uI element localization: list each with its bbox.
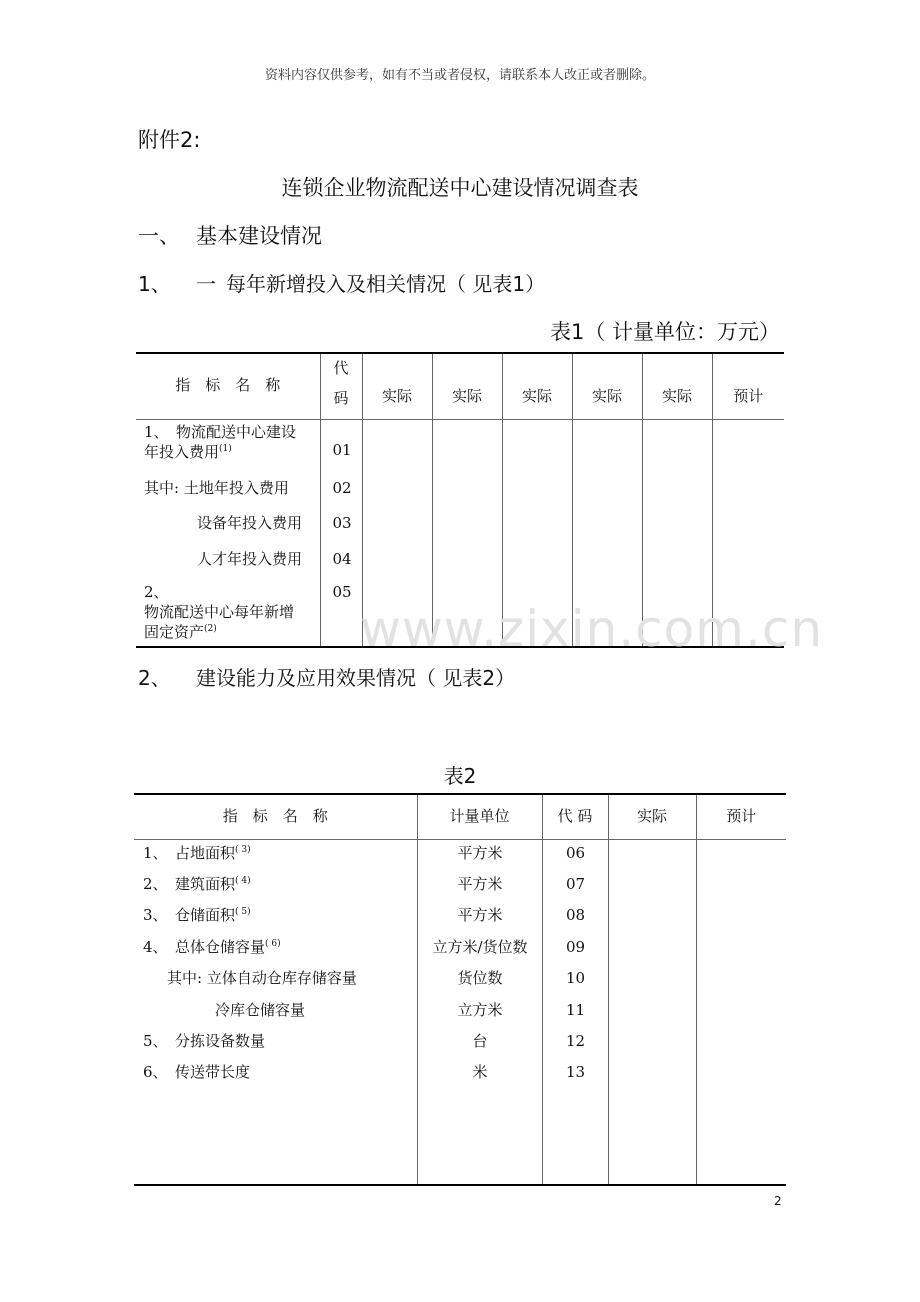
table2-row-name: 3、 仓储面积$^{( 5)}$ xyxy=(143,905,251,924)
table2-row-name: 5、 分拣设备数量 xyxy=(143,1031,266,1050)
table2-row-unit: 米 xyxy=(472,1062,488,1081)
table2-row-unit: 台 xyxy=(472,1031,488,1050)
table1-header-col: 预计 xyxy=(712,353,784,419)
item-number: 2、 xyxy=(138,666,171,690)
table2-row-unit: 立方米 xyxy=(457,1000,503,1019)
table2-row-name: 1、 占地面积$^{( 3)}$ xyxy=(143,843,251,862)
table2-row-name: 4、 总体仓储容量$^{( 6)}$ xyxy=(143,937,281,956)
table1-header-name: 指 标 名 称 xyxy=(136,353,320,419)
table1-row-name: 1、 物流配送中心建设 xyxy=(144,422,297,441)
item-heading-1 xyxy=(138,268,545,297)
table2-header-unit: 计量单位 xyxy=(417,794,542,839)
table1-header-col: 实际 xyxy=(642,353,712,419)
table1-caption: 表1（ 计量单位：万元） xyxy=(549,320,780,344)
table1-header-code xyxy=(320,353,362,419)
table1-header-col: 实际 xyxy=(362,353,432,419)
table1-row-code: 03 xyxy=(332,513,352,532)
table2-caption: 表2 xyxy=(443,764,477,788)
table1-row-code: 01 xyxy=(332,440,352,459)
table1-name-column xyxy=(136,419,320,647)
table2-row-code: 09 xyxy=(565,937,586,956)
item-label: 建设能力及应用效果情况（ 见表2） xyxy=(196,666,516,690)
table2-row-code: 07 xyxy=(565,874,586,893)
table1-row-code: 05 xyxy=(332,582,352,601)
table2-row-code: 08 xyxy=(565,905,586,924)
table2-row-code: 13 xyxy=(565,1062,586,1081)
section-number: 一、 xyxy=(138,224,180,248)
table1-row-name: 2、 xyxy=(144,582,169,601)
table2-header-code: 代 码 xyxy=(542,794,608,839)
table1-header-code-top: 代 xyxy=(333,359,349,377)
table1-row-name: 其中: 土地年投入费用 xyxy=(144,478,289,497)
table2-unit-column xyxy=(417,839,542,1185)
page-title: 连锁企业物流配送中心建设情况调查表 xyxy=(281,176,639,200)
table2-row-name: 冷库仓储容量 xyxy=(215,1000,306,1019)
footnote-marker: ( 6) xyxy=(265,938,281,949)
item-dash: 一 xyxy=(196,272,216,296)
table1-header-col: 实际 xyxy=(432,353,502,419)
section-label: 基本建设情况 xyxy=(196,224,322,248)
table1-row-name: 物流配送中心每年新增 xyxy=(144,602,295,621)
footnote-marker: (2) xyxy=(204,623,217,634)
item-label: 每年新增投入及相关情况（ 见表1） xyxy=(226,272,546,296)
section-heading xyxy=(138,220,322,250)
table2-header-actual: 实际 xyxy=(608,794,696,839)
table2-row-unit: 平方米 xyxy=(457,905,503,924)
table1-row-name: 设备年投入费用 xyxy=(197,513,303,532)
table2-row-name: 6、 传送带长度 xyxy=(143,1062,251,1081)
table1-row-name: 年投入费用$^{(1)}$ xyxy=(144,442,232,461)
table1-row-name: 人才年投入费用 xyxy=(197,549,303,568)
table2-row-name: 2、 建筑面积$^{( 4)}$ xyxy=(143,874,251,893)
table1-row-code: 04 xyxy=(332,549,352,568)
table-2 xyxy=(134,793,786,1186)
item-heading-2 xyxy=(138,662,515,691)
table2-row-code: 10 xyxy=(565,968,586,987)
table2-name-column xyxy=(134,839,417,1185)
table2-row-unit: 平方米 xyxy=(457,874,503,893)
footnote-marker: ( 4) xyxy=(235,875,251,886)
table1-header-col: 实际 xyxy=(502,353,572,419)
table2-actual-column xyxy=(608,839,696,1185)
table2-row-unit: 立方米/货位数 xyxy=(432,937,528,956)
table1-header-code-bottom: 码 xyxy=(333,388,349,407)
table1-row-name: 固定资产$^{(2)}$ xyxy=(144,622,217,641)
page-number: 2 xyxy=(774,1194,782,1208)
table2-row-unit: 平方米 xyxy=(457,843,503,862)
table1-header-col: 实际 xyxy=(572,353,642,419)
table2-header-name: 指 标 名 称 xyxy=(134,794,417,839)
table2-header-forecast: 预计 xyxy=(696,794,786,839)
footnote-marker: ( 5) xyxy=(235,906,251,917)
attachment-label: 附件2: xyxy=(138,128,201,152)
watermark: www.zixin.com.cn xyxy=(360,600,824,658)
table2-row-code: 06 xyxy=(565,843,586,862)
table2-row-name: 其中: 立体自动仓库存储容量 xyxy=(167,968,357,987)
footnote-marker: ( 3) xyxy=(235,844,251,855)
table2-forecast-column xyxy=(696,839,786,1185)
item-number: 1、 xyxy=(138,272,171,296)
table1-row-code: 02 xyxy=(332,478,352,497)
table2-row-unit: 货位数 xyxy=(457,968,503,987)
table2-row-code: 12 xyxy=(565,1031,586,1050)
table2-row-code: 11 xyxy=(565,1000,586,1019)
table2-code-column xyxy=(542,839,608,1185)
disclaimer-text: 资料内容仅供参考，如有不当或者侵权，请联系本人改正或者删除。 xyxy=(264,68,655,83)
footnote-marker: (1) xyxy=(219,443,232,454)
table1-code-column xyxy=(320,419,362,647)
